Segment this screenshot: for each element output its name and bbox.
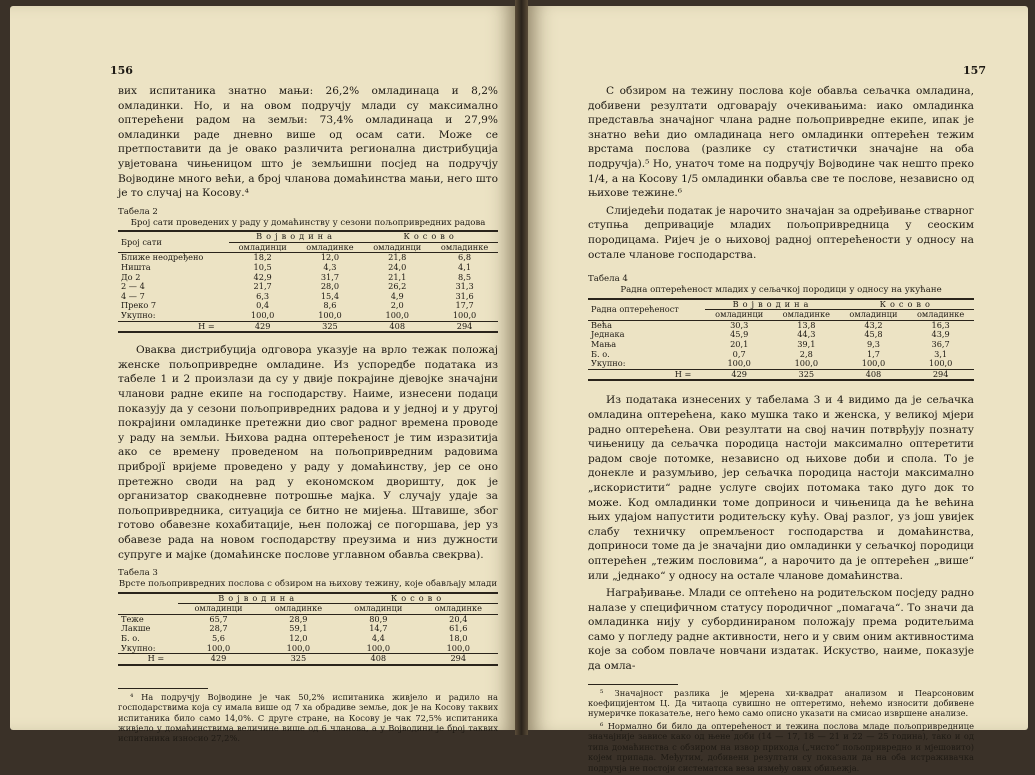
column-header: омладинци — [705, 310, 773, 321]
cell-value: 4,1 — [458, 262, 472, 273]
table-row — [118, 263, 498, 273]
cell-value: 4,4 — [371, 632, 385, 643]
cell-value: 45,8 — [864, 329, 883, 340]
n-value: 294 — [907, 369, 974, 380]
column-header: омладинке — [259, 604, 338, 615]
row-label: Мања — [591, 339, 617, 349]
row-label: Укупно: — [118, 311, 229, 321]
column-header: омладинке — [773, 310, 840, 321]
cell-value: 100,0 — [229, 311, 297, 321]
book-gutter — [515, 0, 528, 735]
n-value: 325 — [259, 654, 338, 665]
group-header: Војводина — [705, 299, 839, 310]
row-label: Укупно: — [588, 359, 705, 369]
n-label: Н = — [118, 654, 178, 665]
footnote-rule — [118, 688, 208, 689]
table-caption: Радна оптерећеност младих у сељачкој породици у односу на укућане — [620, 285, 942, 296]
n-value: 294 — [419, 654, 498, 665]
cell-value: 100,0 — [840, 359, 908, 369]
cell-value: 5,6 — [211, 632, 225, 643]
cell-value: 6,3 — [256, 290, 270, 301]
table-row — [588, 320, 974, 330]
cell-value: 4,9 — [390, 290, 404, 301]
n-value: 294 — [431, 321, 498, 332]
n-value: 325 — [773, 369, 840, 380]
cell-value: 31,6 — [455, 290, 474, 301]
footnote: ⁵ Значајност разлика је мјерена хи-квадрат анализом и Пеарсоновим коефицијентом Ц. Да читаоца сувишно не оптеретимо, нећемо износити добивене нумеричке показатеље, него ћемо само описно указати на смисао извршене анализе. — [588, 687, 974, 719]
row-label: Б. о. — [591, 348, 610, 359]
cell-value: 18,0 — [449, 632, 468, 643]
cell-value: 43,2 — [864, 319, 883, 330]
column-header: омладинци — [229, 242, 297, 253]
cell-value: 2,8 — [799, 348, 813, 359]
cell-value: 12,0 — [320, 252, 340, 263]
cell-value: 80,9 — [369, 613, 388, 624]
cell-value: 42,9 — [253, 271, 272, 282]
cell-value: 21,7 — [253, 281, 272, 292]
cell-value: 100,0 — [431, 311, 498, 321]
cell-value: 39,1 — [797, 339, 816, 349]
cell-value: 9,3 — [866, 339, 880, 349]
row-header: Број сати — [118, 231, 229, 253]
paragraph: вих испитаника знатно мањи: 26,2% омладинаца и 8,2% омладинки. Но, и на овом подручју млади су максимално оптерећени радом на земљи: 73,4% омладинаца и 27,9% омладинки раде дневно више од осам сати. Може се претпоставити да је овако различита регионална дистрибуција увјетована чињеницом што је земљишни посјед на подручју Војводине много већи, а број чланова домаћинства мањи, него што је то случај на Косову.⁴ — [118, 85, 498, 200]
cell-value: 44,3 — [797, 329, 816, 340]
cell-value: 100,0 — [363, 311, 431, 321]
cell-value: 20,4 — [449, 613, 468, 624]
group-header: Војводина — [229, 231, 364, 242]
cell-value: 8,6 — [323, 300, 337, 311]
table-row — [118, 301, 498, 311]
table-body — [118, 253, 498, 321]
table-label: Табела 4 — [588, 274, 628, 285]
cell-value: 3,1 — [934, 348, 948, 359]
cell-value: 18,2 — [253, 252, 272, 263]
table-4 — [588, 298, 974, 382]
column-header: омладинци — [840, 310, 908, 321]
table-body — [118, 614, 498, 653]
cell-value: 21,8 — [388, 252, 407, 263]
cell-value: 16,3 — [931, 319, 950, 330]
table-row — [588, 350, 974, 360]
right-page-content — [588, 84, 974, 775]
left-page — [10, 6, 515, 744]
cell-value: 100,0 — [773, 359, 840, 369]
page-number: 156 — [110, 64, 133, 77]
cell-value: 24,0 — [388, 262, 407, 273]
cell-value: 26,2 — [388, 281, 407, 292]
row-label: Теже — [121, 613, 144, 624]
footnote: ⁴ На подручју Војводине је чак 50,2% испитаника живјело и радило на господарствима која су имала више од 7 ха обрадиве земље, док је на Косову таквих испитаника било само 14,0%. С друге стране, на Косову је чак 72,5% испитаника живјело у домаћинствима величине више од 6 чланова, а у Војводини је број таквих испитаника износио 27,2%. — [118, 691, 498, 744]
n-value: 408 — [840, 369, 908, 380]
cell-value: 28,7 — [209, 623, 228, 634]
row-label: Већа — [591, 319, 613, 330]
cell-value: 14,7 — [369, 623, 388, 634]
cell-value: 28,0 — [320, 281, 340, 292]
paragraph: Из података изнесених у табелама 3 и 4 видимо да је сељачка омладина оптерећена, како мушка тако и женска, у великој мјери радно оптерећена. Ови резултати на свој начин потврђују познату чињеницу да сељачка породица настоји максимално оптеретити радом своје потомке, независно од њихове доби и спола. То је донекле и разумљиво, јер сељачка породица настоји максимално „искористити“ радне услуге својих потомака тако дуго док то може. Код омладинки томе доприноси и чињеница да ће већина њих удајом напустити родитељску кућу. Овај разлог, уз још увијек слабу техничку опремљеност господарства и домаћинства, доприноси томе да је значајни дио омладинки у сељачкој породици оптерећен „тежим пословима“, а нарочито да је оптерећен „више“ или „једнако“ у односу на остале чланове домаћинства. — [588, 394, 974, 582]
n-value: 408 — [338, 654, 418, 665]
column-header: омладинци — [363, 242, 431, 253]
page-number: 157 — [963, 64, 986, 77]
cell-value: 2,0 — [390, 300, 404, 311]
paragraph: С обзиром на тежину послова које обавља сељачка омладина, добивени резултати одговарају очекивањима: иако омладинка представља значајног члана радне пољопривредне екипе, ипак је знатно већи дио омладинаца него омладинки оптерећен тежим врстама послова (разлике су статистички значајне на оба подручја).⁵ Но, унаточ томе на подручју Војводине чак нешто преко 1/4, а на Косову 1/5 омладинки обавља све те послове, независно од њихове тежине.⁶ — [588, 85, 974, 200]
cell-value: 17,7 — [455, 300, 474, 311]
table-2 — [118, 230, 498, 333]
table-row — [588, 359, 974, 369]
paragraph: Награђивање. Млади се оптећено на родитељском посједу радно налазе у специфичном статусу породичног „помагача“. То значи да омладинка нију у субординираном положају према родитељима само у погледу радне активности, него и у свим оним активностима које за собом повлаче новчани издатак. Искуство, наиме, показује да омла- — [588, 587, 974, 673]
cell-value: 21,1 — [388, 271, 407, 282]
n-value: 429 — [229, 321, 297, 332]
cell-value: 8,5 — [458, 271, 472, 282]
row-label: Лакше — [121, 623, 151, 634]
table-row — [588, 330, 974, 340]
cell-value: 6,8 — [458, 252, 472, 263]
table-row — [118, 624, 498, 634]
n-label: Н = — [588, 369, 705, 380]
column-header: омладинке — [297, 242, 364, 253]
cell-value: 100,0 — [419, 644, 498, 654]
table-row — [118, 253, 498, 263]
table-row — [118, 644, 498, 654]
cell-value: 100,0 — [338, 644, 418, 654]
cell-value: 100,0 — [178, 644, 258, 654]
table-caption: Врсте пољопривредних послова с обзиром на њихову тежину, које обављају млади — [118, 579, 498, 590]
table-row — [118, 311, 498, 321]
table-row — [588, 340, 974, 350]
cell-value: 31,7 — [320, 271, 340, 282]
row-header-empty — [118, 593, 178, 615]
table-3 — [118, 592, 498, 666]
row-label: Укупно: — [118, 644, 178, 654]
table-row — [118, 273, 498, 283]
column-header: омладинке — [419, 604, 498, 615]
cell-value: 100,0 — [705, 359, 773, 369]
footnote: ⁶ Нормално би било да оптерећеност и тежина послова младе пољопривреднице значајније зависе како од њене доби (14 — 17, 18 — 21 и 22 — 25 година), тако и од типа домаћинства с обзиром на извор прихода („чисто“ пољопривредно и мјешовито) којем припада. Међутим, добивени резултати су показали да на оба истраживачка подручја не постоји систематска веза између ових обиљежја. — [588, 720, 974, 773]
table-row — [118, 292, 498, 302]
table-caption: Број сати проведених у раду у домаћинству у сезони пољопривредних радова — [130, 217, 486, 228]
cell-value: 65,7 — [209, 613, 228, 624]
paragraph: Слиједећи податак је нарочито значајан за одређивање стварног ступња депривације младих пољопривредница у сеоским породицама. Ријеч је о њиховој радној оптерећености у односу на остале чланове господарства. — [588, 204, 974, 261]
cell-value: 100,0 — [259, 644, 338, 654]
group-header: Косово — [363, 231, 498, 242]
cell-value: 20,1 — [730, 339, 749, 349]
group-header: Војводина — [178, 593, 338, 604]
right-page — [528, 6, 1028, 773]
row-label: Б. о. — [121, 632, 140, 643]
cell-value: 43,9 — [931, 329, 950, 340]
cell-value: 30,3 — [730, 319, 749, 330]
row-label: Једнака — [591, 329, 625, 340]
row-label: Ближе неодређено — [121, 252, 204, 263]
cell-value: 100,0 — [297, 311, 364, 321]
n-label: Н = — [118, 321, 229, 332]
cell-value: 61,6 — [449, 623, 468, 634]
cell-value: 12,0 — [289, 632, 308, 643]
cell-value: 0,4 — [256, 300, 270, 311]
row-label: До 2 — [121, 271, 141, 282]
cell-value: 59,1 — [289, 623, 308, 634]
column-header: омладинци — [338, 604, 418, 615]
cell-value: 28,9 — [289, 613, 308, 624]
cell-value: 4,3 — [323, 262, 337, 273]
row-label: 2 — 4 — [121, 281, 145, 292]
group-header: Косово — [840, 299, 974, 310]
table-row — [118, 614, 498, 624]
column-header: омладинке — [907, 310, 974, 321]
cell-value: 13,8 — [797, 319, 816, 330]
footnote-rule — [588, 684, 678, 685]
table-row — [118, 282, 498, 292]
table-label: Табела 2 — [118, 206, 158, 217]
table-body — [588, 320, 974, 369]
n-value: 429 — [705, 369, 773, 380]
cell-value: 45,9 — [730, 329, 749, 340]
row-label: 4 — 7 — [121, 290, 145, 301]
paragraph: Оваква дистрибуција одговора указује на врло тежак положај женске пољопривредне омладине. Из успоредбе података из табеле 1 и 2 произлази да су у двије покрајине дјевојке значајни чланови радне екипе на господарству. Наиме, изнесени подаци показују да у сезони пољопривредних радова и у једној и у другој покрајини омладинке претежни дио свог радног времена проводе у раду на земљи. Њихова радна оптерећеност је тим изразитија ако се времену проведеном на пољопривредним радовима прибројї вријеме проведено у раду у домаћинству, јер се оно претежно своди на рад у економском дворишту, док је организатор свакодневне потрошње мајка. У случају удаје за пољопривредника, ситуација се битно не мијења. Штавише, због готово обавезне кохабитације, њен положај се погоршава, јер уз обавезе рада на новом господарству преузима и низ дужности супруге и мајке (домаћинске послове углавном обавља свекрва). — [118, 344, 498, 561]
n-value: 325 — [297, 321, 364, 332]
cell-value: 36,7 — [931, 339, 950, 349]
cell-value: 31,3 — [455, 281, 474, 292]
group-header: Косово — [338, 593, 498, 604]
cell-value: 15,4 — [320, 290, 340, 301]
column-header: омладинци — [178, 604, 258, 615]
n-value: 429 — [178, 654, 258, 665]
n-value: 408 — [363, 321, 431, 332]
row-header: Радна оптерећеност — [588, 299, 705, 321]
column-header: омладинке — [431, 242, 498, 253]
cell-value: 1,7 — [866, 348, 880, 359]
left-page-content — [118, 84, 498, 746]
row-label: Преко 7 — [121, 300, 157, 311]
cell-value: 0,7 — [732, 348, 746, 359]
table-label: Табела 3 — [118, 568, 158, 579]
cell-value: 100,0 — [907, 359, 974, 369]
row-label: Ништа — [121, 262, 151, 273]
cell-value: 10,5 — [253, 262, 272, 273]
